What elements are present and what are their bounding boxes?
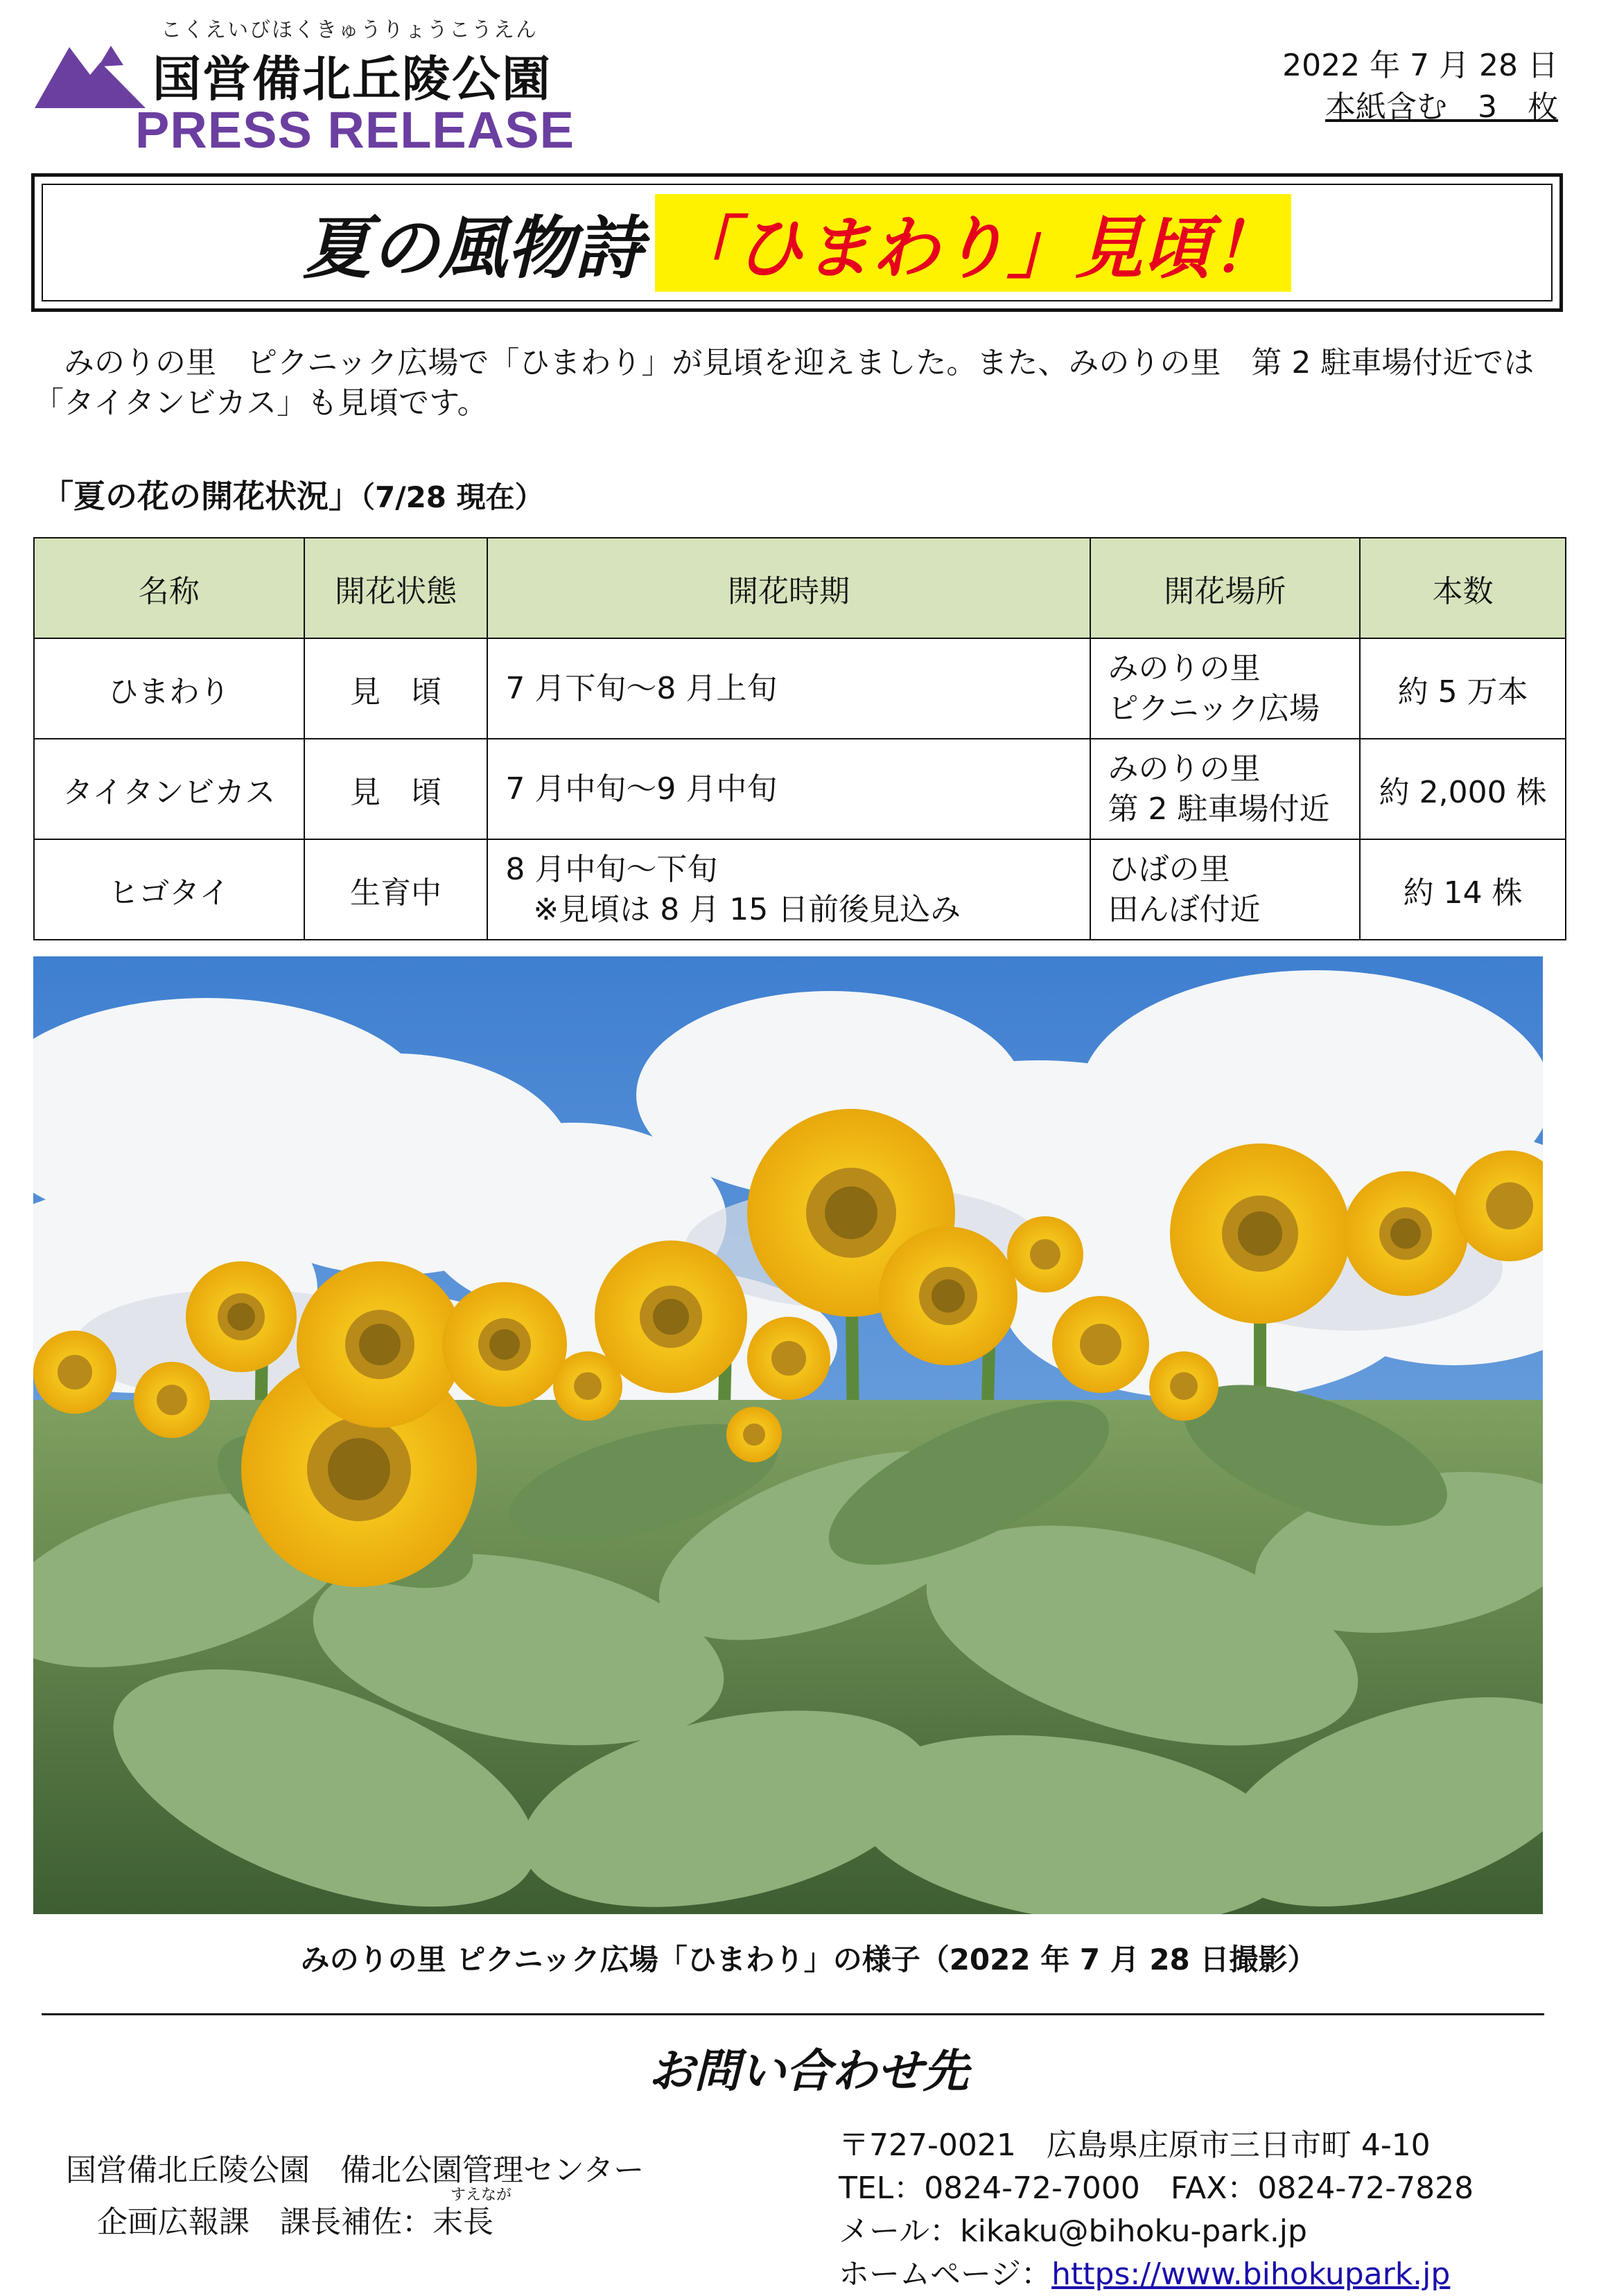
homepage-label: ホームページ：	[839, 2256, 1052, 2292]
cell-name: ひまわり	[34, 638, 304, 739]
section-heading-date: （7/28 現在）	[360, 480, 544, 514]
period-line: 8 月中旬～下旬	[505, 851, 718, 887]
cell-name: タイタンビカス	[34, 739, 304, 839]
logo-ruby: こくえいびほくきゅうりょうこうえん	[161, 18, 538, 42]
sunflower-field-illustration	[33, 956, 1543, 1914]
col-header-name: 名称	[34, 538, 304, 638]
col-header-place: 開花場所	[1090, 538, 1361, 638]
title-highlight: 「ひまわり」見頃！	[655, 194, 1291, 292]
contact-mail: メール：kikaku@bihoku-park.jp	[839, 2214, 1307, 2249]
contact-tel-fax: TEL：0824-72-7000 FAX：0824-72-7828	[839, 2171, 1474, 2206]
park-logo-mountains	[35, 33, 146, 109]
col-header-status: 開花状態	[304, 538, 488, 638]
cell-period	[487, 739, 1090, 839]
photo-caption: みのりの里 ピクニック広場「ひまわり」の様子（2022 年 7 月 28 日撮影）	[300, 1943, 1317, 1977]
cell-count: 約 5 万本	[1360, 638, 1566, 739]
cell-count: 約 14 株	[1360, 839, 1566, 940]
release-date: 2022 年 7 月 28 日	[1282, 48, 1558, 83]
table-row	[34, 638, 1566, 739]
contact-title: お問い合わせ先	[648, 2044, 969, 2098]
period-note: ※見頃は 8 月 15 日前後見込み	[533, 891, 961, 927]
cell-status: 生育中	[304, 839, 488, 940]
cell-status: 見 頃	[304, 638, 488, 739]
col-header-count: 本数	[1360, 538, 1566, 638]
place-line-1: ひばの里	[1108, 851, 1230, 887]
period-line: 7 月中旬～9 月中旬	[505, 771, 778, 807]
contact-postal: 〒727-0021 広島県庄原市三日市町 4-10	[839, 2128, 1431, 2163]
contact-name-ruby: すえなが	[451, 2187, 512, 2204]
place-line-2: 第 2 駐車場付近	[1108, 791, 1330, 827]
contact-org: 国営備北丘陵公園 備北公園管理センター	[66, 2153, 645, 2188]
title-main: 夏の風物詩	[302, 209, 643, 288]
page-count: 本紙含む 3 枚	[1325, 89, 1558, 125]
contact-homepage	[839, 2253, 1474, 2296]
place-line-2: 田んぼ付近	[1108, 891, 1261, 927]
cell-count: 約 2,000 株	[1360, 739, 1566, 839]
contact-details	[839, 2124, 1474, 2296]
intro-paragraph: みのりの里 ピクニック広場で「ひまわり」が見頃を迎えました。また、みのりの里 第 2 駐車場付近では「タイタンビカス」も見頃です。	[33, 345, 1535, 421]
cell-period	[487, 638, 1090, 739]
section-heading-text: 「夏の花の開花状況」	[42, 477, 360, 515]
cell-place	[1090, 839, 1361, 940]
sunflower-photo	[33, 956, 1543, 1914]
bloom-status-table	[33, 537, 1566, 940]
cell-name: ヒゴタイ	[34, 839, 304, 940]
table-row	[34, 839, 1566, 940]
contact-dept: 企画広報課 課長補佐：末長	[97, 2205, 493, 2240]
section-divider	[42, 2013, 1544, 2015]
cell-status: 見 頃	[304, 739, 488, 839]
title-box	[31, 173, 1563, 312]
cell-period	[487, 839, 1090, 940]
table-header-row	[34, 538, 1566, 638]
period-line: 7 月下旬～8 月上旬	[505, 670, 778, 706]
cell-place	[1090, 739, 1361, 839]
press-release-label: PRESS RELEASE	[135, 101, 575, 159]
table-row	[34, 739, 1566, 839]
place-line-1: みのりの里	[1108, 751, 1261, 787]
col-header-period: 開花時期	[487, 538, 1090, 638]
place-line-1: みのりの里	[1108, 650, 1261, 686]
logo-name: 国営備北丘陵公園	[152, 51, 552, 107]
cell-place	[1090, 638, 1361, 739]
section-heading	[42, 471, 544, 517]
place-line-2: ピクニック広場	[1108, 690, 1320, 726]
homepage-link[interactable]: https://www.bihokupark.jp	[1051, 2256, 1451, 2292]
